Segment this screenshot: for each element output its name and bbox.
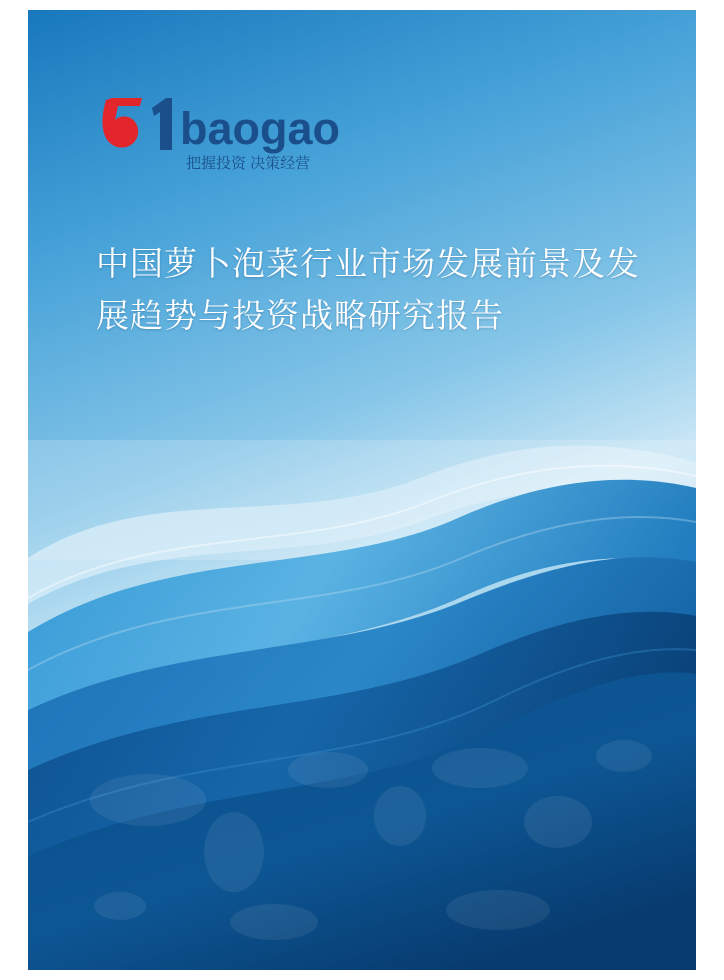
logo-wordmark: baogao <box>180 103 341 154</box>
logo-graphic <box>96 92 396 182</box>
report-title: 中国萝卜泡菜行业市场发展前景及发展趋势与投资战略研究报告 <box>96 245 640 334</box>
brand-logo <box>96 92 396 182</box>
logo-tagline: 把握投资 决策经营 <box>186 155 311 172</box>
logo-mark-51 <box>102 98 172 150</box>
report-cover <box>28 10 696 970</box>
